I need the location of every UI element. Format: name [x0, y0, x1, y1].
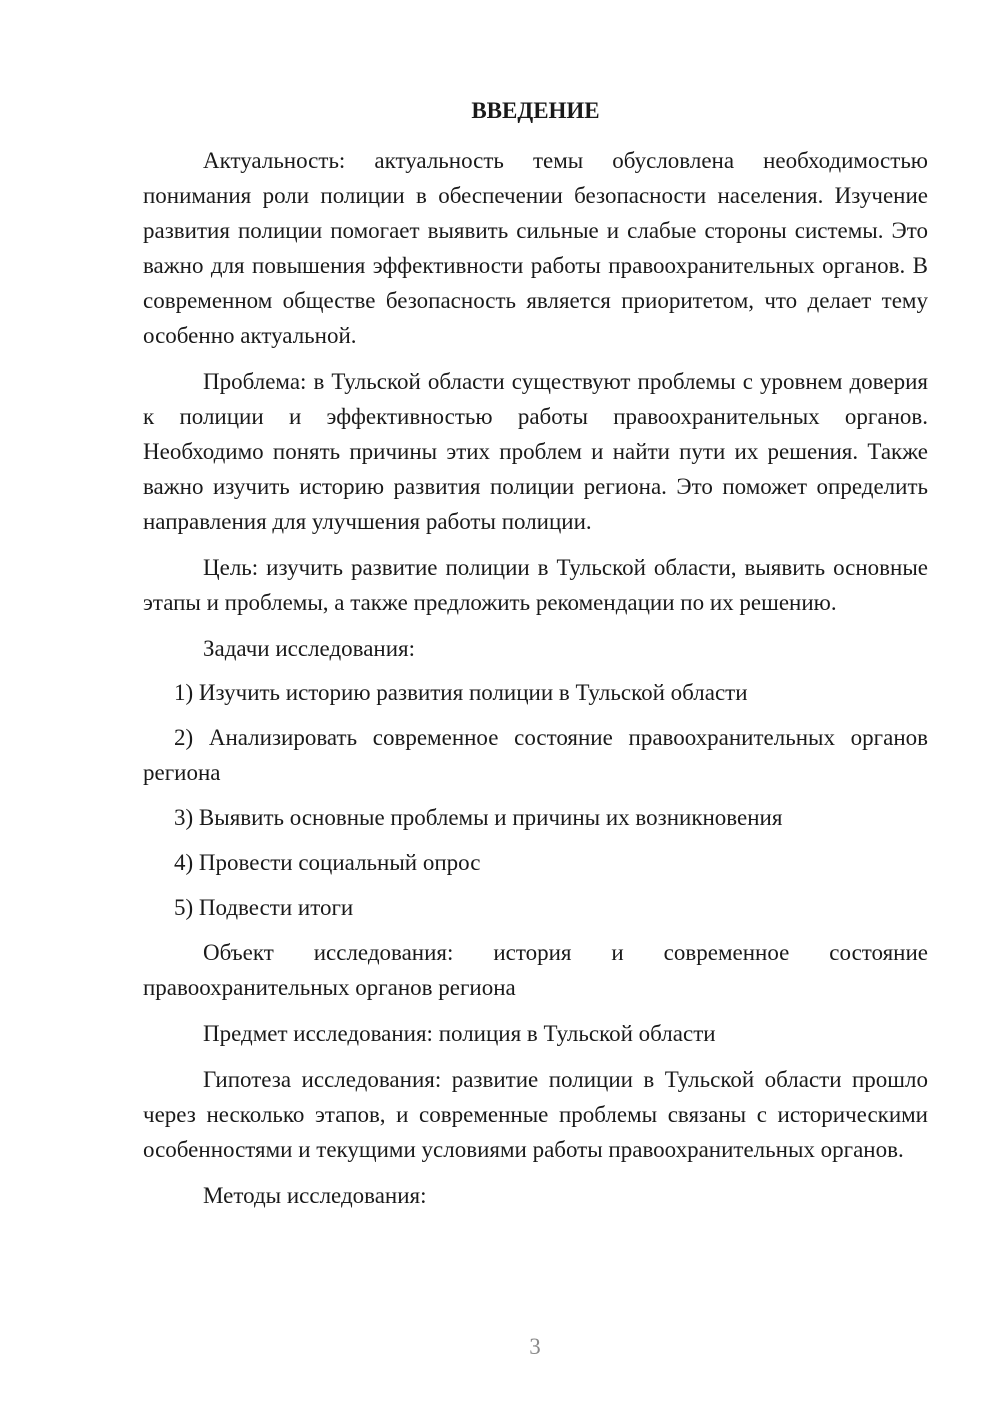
goal-paragraph: Цель: изучить развитие полиции в Тульской области, выявить основные этапы и проблемы, а также предложить рекомендации по их решению. [143, 555, 928, 615]
document-page [143, 95, 928, 1224]
problem-paragraph: Проблема: в Тульской области существуют проблемы с уровнем доверия к полиции и эффективностью работы правоохранительных органов. Необходимо понять причины этих проблем и найти пути их решения. Также важно изучить историю развития полиции региона. Это поможет определить направления для улучшения работы полиции. [143, 369, 928, 534]
tasks-title: Задачи исследования: [203, 636, 416, 661]
task-item-2: 2) Анализировать современное состояние правоохранительных органов региона [143, 725, 928, 785]
task-item-3: 3) Выявить основные проблемы и причины их возникновения [174, 805, 783, 830]
subject-paragraph: Предмет исследования: полиция в Тульской области [203, 1021, 716, 1046]
methods-title: Методы исследования: [203, 1183, 427, 1208]
page-number: 3 [529, 1334, 541, 1359]
task-item-1: 1) Изучить историю развития полиции в Тульской области [174, 680, 748, 705]
page-title: ВВЕДЕНИЕ [471, 98, 600, 123]
object-paragraph: Объект исследования: история и современное состояние правоохранительных органов региона [143, 940, 928, 1000]
relevance-paragraph: Актуальность: актуальность темы обусловлена необходимостью понимания роли полиции в обеспечении безопасности населения. Изучение развития полиции помогает выявить сильные и слабые стороны системы. Это важно для повышения эффективности работы правоохранительных органов. В современном обществе безопасность является приоритетом, что делает тему особенно актуальной. [143, 148, 928, 348]
task-item-5: 5) Подвести итоги [174, 895, 354, 920]
hypothesis-paragraph: Гипотеза исследования: развитие полиции в Тульской области прошло через несколько этапов, и современные проблемы связаны с историческими особенностями и текущими условиями работы правоохранительных органов. [143, 1067, 928, 1162]
task-item-4: 4) Провести социальный опрос [174, 850, 481, 875]
